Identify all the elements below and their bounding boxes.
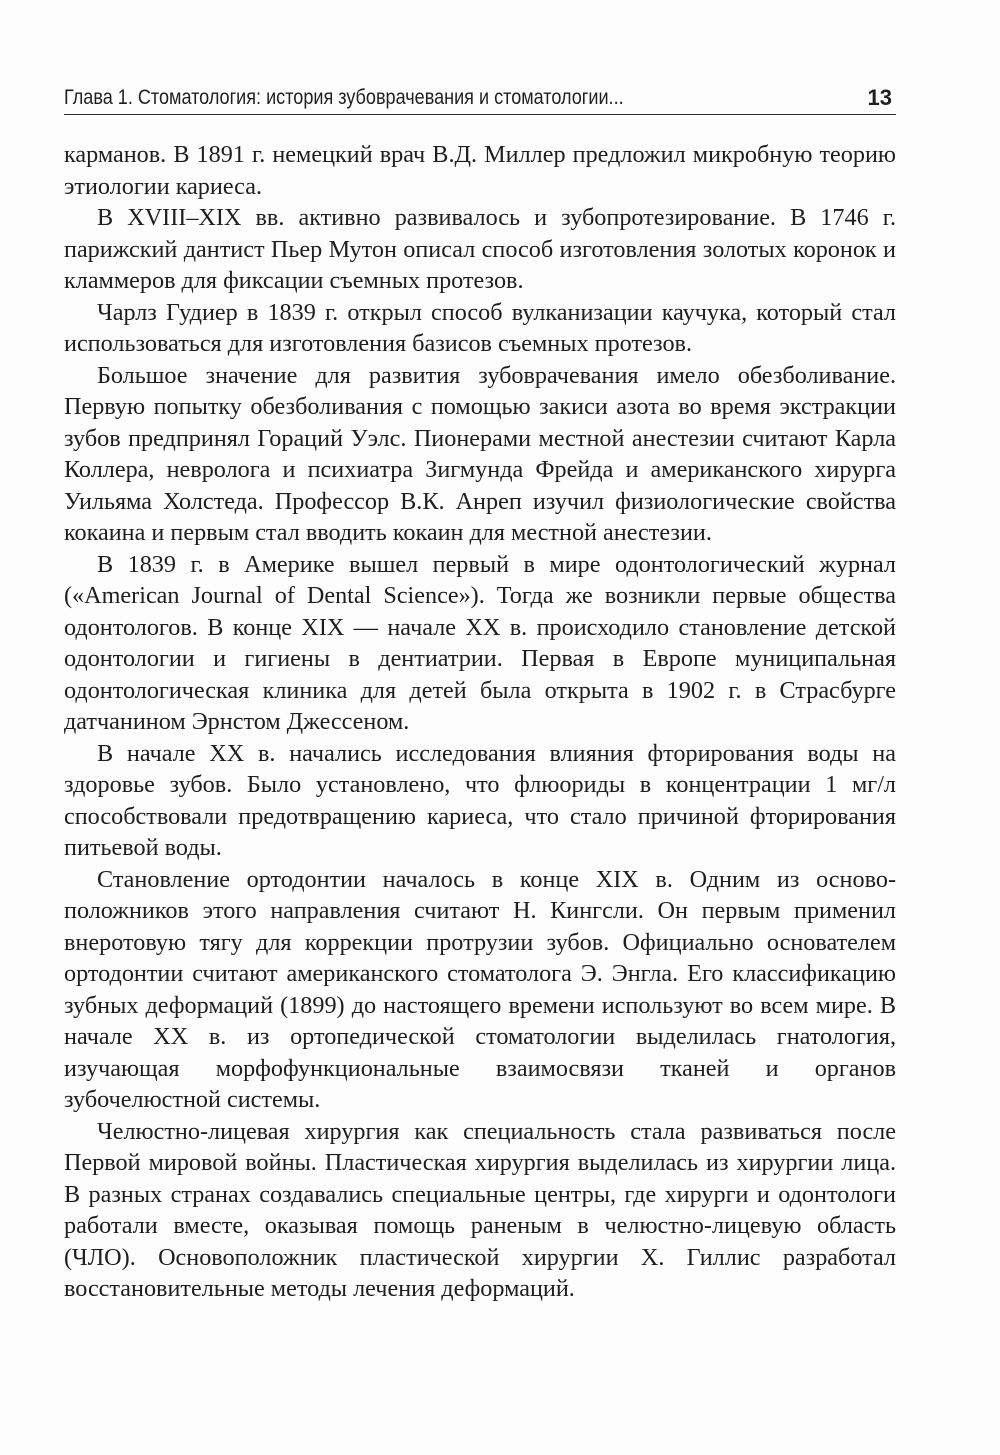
paragraph: В 1839 г. в Америке вышел первый в мире одонтологический журнал («American Journal of Dental Science»). Тогда же возникли первые общества одонтологов. В конце XIX — начале XX в. происходило становление детской одонтологии и гигиены в дентиатрии. Первая в Европе муниципальная одонтологическая клиника для детей была открыта в 1902 г. в Страсбурге датчанином Эрнстом Джессеном. bbox=[64, 550, 896, 735]
chapter-title: Глава 1. Стоматология: история зубоврачевания и стоматологии... bbox=[64, 86, 624, 109]
body-text bbox=[64, 139, 896, 1305]
paragraph-continuation: карманов. В 1891 г. немецкий врач В.Д. Миллер предложил микробную теорию этиологии кариеса. bbox=[64, 141, 896, 200]
paragraph: Челюстно-лицевая хирургия как специальность стала развиваться после Первой мировой войны. Пластическая хирургия выделилась из хирургии лица. В разных странах создавались специальные центры, где хирурги и одонтологи работали вместе, оказывая помощь раненым в челюстно-лицевую область (ЧЛО). Основоположник пластической хирургии Х. Гиллис разработал восстановительные методы лечения деформаций. bbox=[64, 1117, 896, 1302]
page-number: 13 bbox=[867, 85, 892, 110]
paragraph: Становление ортодонтии началось в конце XIX в. Одним из основоположников этого направления считают Н. Кингсли. Он первым применил внеротовую тягу для коррекции протрузии зубов. Официально основателем ортодонтии считают американского стоматолога Э. Энгла. Его классификацию зубных деформаций (1899) до настоящего времени используют во всем мире. В начале XX в. из ортопедической стоматологии выделилась гнатология, изучающая морфофункциональные взаимосвязи тканей и органов зубочелюстной системы. bbox=[64, 865, 896, 1113]
running-header bbox=[64, 84, 896, 115]
paragraph: В XVIII–XIX вв. активно развивалось и зубопротезирование. В 1746 г. парижский дантист Пьер Мутон описал способ изготовления золотых коронок и кламмеров для фиксации съемных протезов. bbox=[64, 204, 896, 294]
paragraph: Чарлз Гудиер в 1839 г. открыл способ вулканизации каучука, который стал использоваться для изготовления базисов съемных протезов. bbox=[64, 298, 896, 357]
paragraph: В начале XX в. начались исследования влияния фторирования воды на здоровье зубов. Было установлено, что флюориды в концентрации 1 мг/л способствовали предотвращению кариеса, что стало причиной фторирования питьевой воды. bbox=[64, 739, 896, 861]
paragraph: Большое значение для развития зубоврачевания имело обезболивание. Первую попытку обезболивания с помощью закиси азота во время экстракции зубов предпринял Гораций Уэлс. Пионерами местной анестезии считают Карла Коллера, невролога и психиатра Зигмунда Фрейда и американского хирурга Уильяма Холстеда. Профессор В.К. Анреп изучил физиологические свойства кокаина и первым стал вводить кокаин для местной анестезии. bbox=[64, 361, 896, 546]
